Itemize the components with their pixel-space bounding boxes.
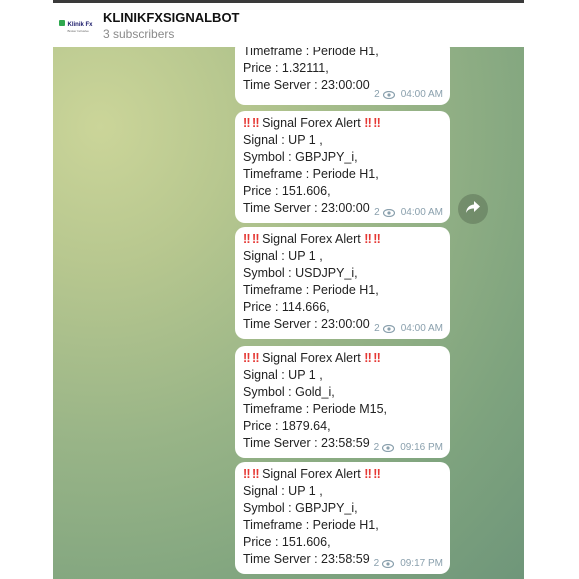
message-line: Time Server : 23:58:59	[243, 552, 370, 566]
eye-icon	[383, 325, 395, 333]
message-time: 09:17 PM	[400, 558, 443, 569]
eye-icon	[383, 91, 395, 99]
message-line: Price : 151.606,	[243, 535, 331, 549]
message-meta	[374, 442, 443, 454]
message-line: Price : 151.606,	[243, 184, 331, 198]
message-line: Symbol : GBPJPY_i,	[243, 150, 358, 164]
message-line: Symbol : Gold_i,	[243, 385, 335, 399]
message-title: Signal Forex Alert	[262, 351, 361, 365]
view-count: 2	[374, 207, 380, 218]
message-line: Time Server : 23:00:00	[243, 78, 370, 92]
message-title-line	[243, 231, 442, 248]
message-meta	[374, 558, 443, 570]
alert-icon: ‼ ‼	[243, 351, 259, 365]
message-line: Timeframe : Periode H1,	[243, 283, 379, 297]
alert-icon: ‼ ‼	[243, 467, 259, 481]
message-bubble[interactable]	[235, 227, 450, 339]
logo-subtext: Broker Inclusive	[67, 28, 89, 33]
message-time: 04:00 AM	[400, 323, 443, 334]
message-line: Signal : UP 1 ,	[243, 368, 323, 382]
eye-icon	[382, 560, 394, 568]
subscriber-count: 3 subscribers	[103, 27, 175, 41]
logo-mark-icon	[59, 20, 65, 26]
message-time: 09:16 PM	[400, 442, 443, 453]
message-line: Symbol : USDJPY_i,	[243, 266, 358, 280]
message-line: Time Server : 23:00:00	[243, 201, 370, 215]
view-count: 2	[374, 89, 380, 100]
message-line: Price : 1879.64,	[243, 419, 331, 433]
chat-area[interactable]	[53, 47, 524, 579]
alert-icon: ‼ ‼	[364, 467, 380, 481]
eye-icon	[382, 444, 394, 452]
message-time: 04:00 AM	[400, 89, 443, 100]
message-title: Signal Forex Alert	[262, 116, 361, 130]
message-line: Signal : UP 1 ,	[243, 484, 323, 498]
message-time: 04:00 AM	[400, 207, 443, 218]
message-line: Timeframe : Periode H1,	[243, 518, 379, 532]
message-line: Time Server : 23:58:59	[243, 436, 370, 450]
view-count: 2	[374, 323, 380, 334]
alert-icon: ‼ ‼	[243, 116, 259, 130]
message-bubble[interactable]	[235, 462, 450, 574]
message-title-line	[243, 115, 442, 132]
message-line: Time Server : 23:00:00	[243, 317, 370, 331]
share-button[interactable]	[458, 194, 488, 224]
message-bubble[interactable]	[235, 111, 450, 223]
message-line: Timeframe : Periode H1,	[243, 47, 379, 58]
message-line: Timeframe : Periode H1,	[243, 167, 379, 181]
message-meta	[374, 207, 443, 219]
message-bubble[interactable]	[235, 47, 450, 105]
alert-icon: ‼ ‼	[364, 351, 380, 365]
message-bubble[interactable]	[235, 346, 450, 458]
message-line: Signal : UP 1 ,	[243, 249, 323, 263]
message-line: Symbol : GBPJPY_i,	[243, 501, 358, 515]
eye-icon	[383, 209, 395, 217]
message-title: Signal Forex Alert	[262, 232, 361, 246]
message-title-line	[243, 350, 442, 367]
channel-title[interactable]: KLINIKFXSIGNALBOT	[103, 10, 240, 25]
message-meta	[374, 89, 443, 101]
alert-icon: ‼ ‼	[364, 116, 380, 130]
message-meta	[374, 323, 443, 335]
view-count: 2	[373, 442, 380, 453]
channel-header[interactable]	[53, 3, 524, 47]
alert-icon: ‼ ‼	[243, 232, 259, 246]
message-line: Price : 1.32111,	[243, 61, 329, 75]
message-line: Timeframe : Periode M15,	[243, 402, 388, 416]
share-arrow-icon	[465, 200, 481, 219]
message-title: Signal Forex Alert	[262, 467, 361, 481]
message-line: Price : 114.666,	[243, 300, 330, 314]
channel-avatar[interactable]	[55, 11, 95, 43]
alert-icon: ‼ ‼	[364, 232, 380, 246]
message-line: Signal : UP 1 ,	[243, 133, 323, 147]
message-title-line	[243, 466, 442, 483]
view-count: 2	[373, 558, 380, 569]
logo-text: Klinik Fx	[67, 21, 93, 28]
